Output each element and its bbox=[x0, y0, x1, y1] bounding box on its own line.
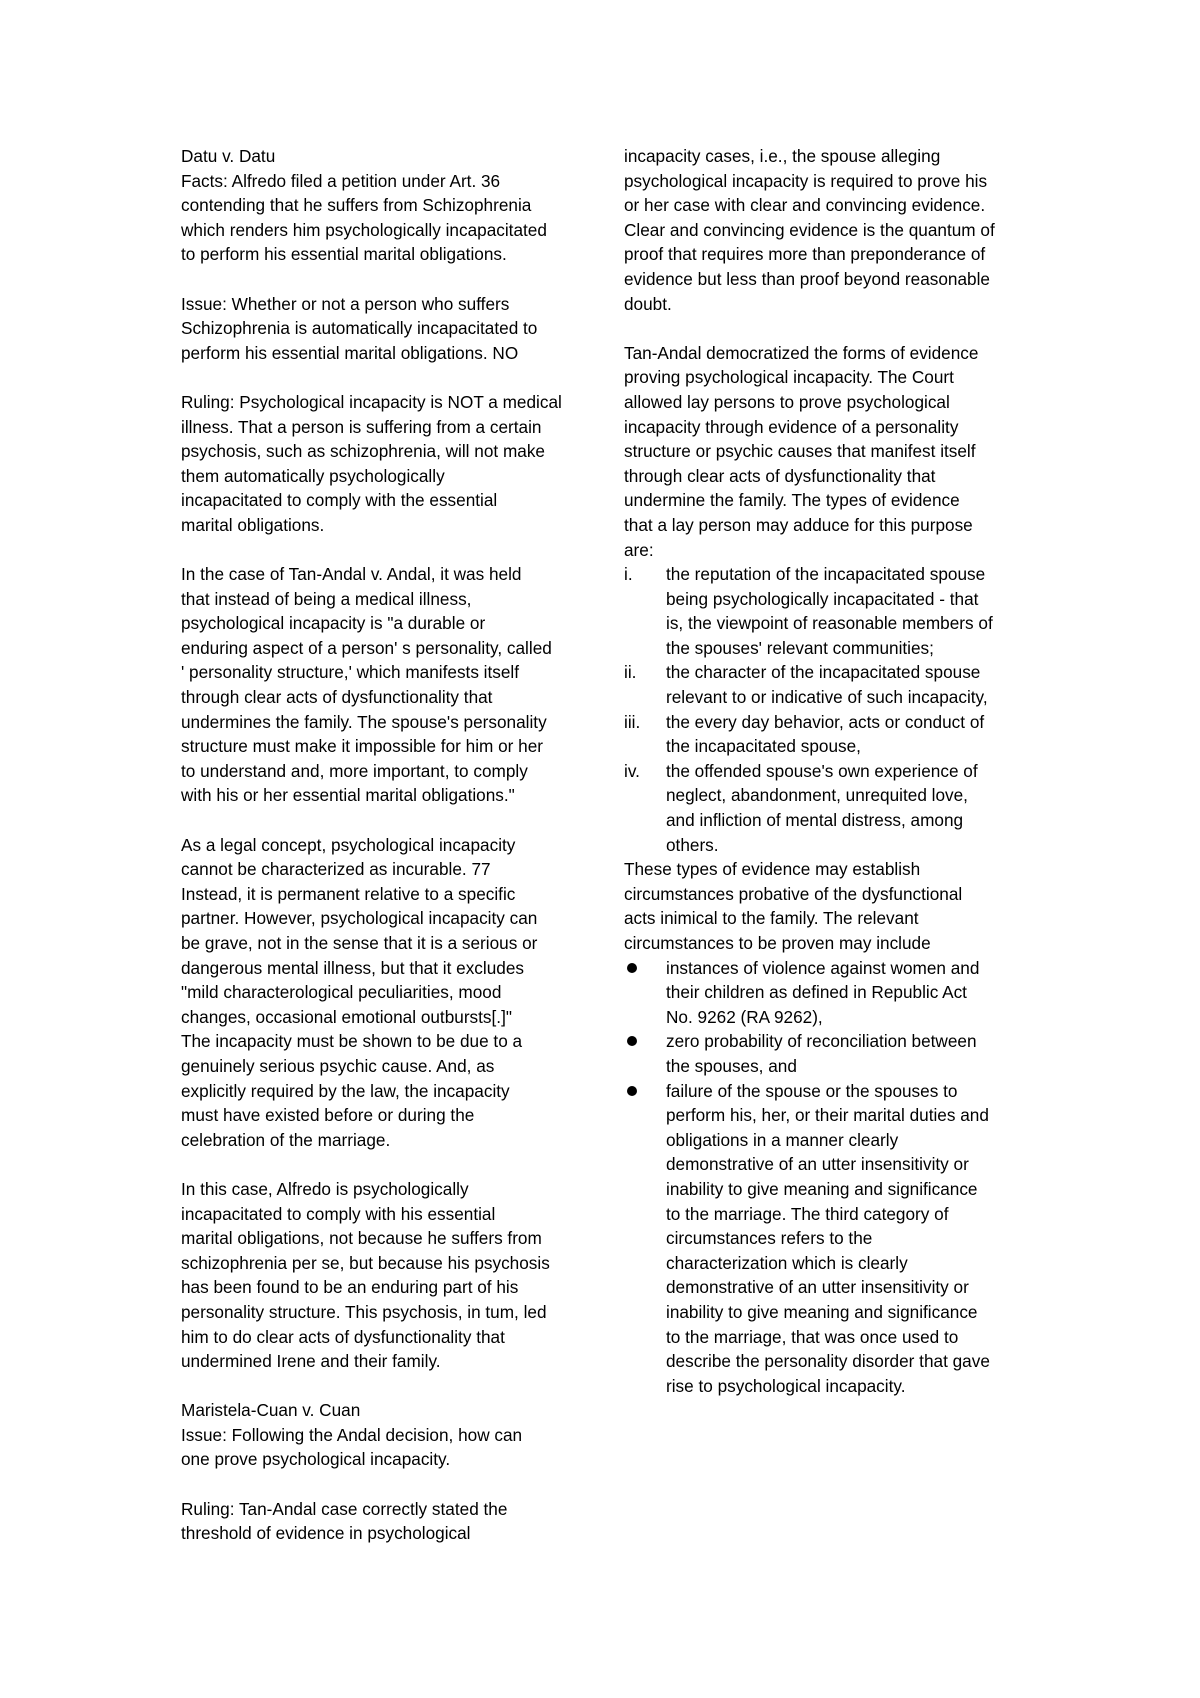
list-item-text bbox=[666, 710, 1032, 759]
text-line: Ruling: Tan-Andal case correctly stated the bbox=[181, 1498, 508, 1519]
text-line: that a lay person may adduce for this purpose bbox=[624, 514, 973, 535]
text-line: incapacity through evidence of a personality bbox=[624, 416, 959, 437]
text-line: through clear acts of dysfunctionality that bbox=[181, 687, 493, 708]
text-line: As a legal concept, psychological incapacity bbox=[181, 834, 516, 855]
paragraph bbox=[181, 562, 589, 808]
text-line: personality structure. This psychosis, in tum, led bbox=[181, 1301, 547, 1322]
text-line: the incapacitated spouse, bbox=[666, 736, 861, 757]
text-line: partner. However, psychological incapacity can bbox=[181, 908, 538, 929]
text-line: be grave, not in the sense that it is a serious or bbox=[181, 933, 538, 953]
list-item bbox=[624, 759, 1032, 857]
text-line: zero probability of reconciliation between bbox=[666, 1031, 977, 1052]
text-line: Maristela-Cuan v. Cuan bbox=[181, 1400, 361, 1421]
text-line: circumstances to be proven may include bbox=[624, 933, 931, 953]
numbered-list bbox=[624, 562, 1032, 857]
list-marker: iii. bbox=[624, 711, 641, 732]
text-line: psychological incapacity is "a durable or bbox=[181, 613, 486, 634]
text-line: relevant to or indicative of such incapacity, bbox=[666, 687, 988, 708]
text-line: cannot be characterized as incurable. 77 bbox=[181, 859, 491, 880]
left-column bbox=[181, 144, 589, 1570]
text-line: allowed lay persons to prove psychological bbox=[624, 391, 950, 412]
paragraph bbox=[624, 857, 1032, 955]
text-line: circumstances refers to the bbox=[666, 1228, 873, 1249]
text-line: undermines the family. The spouse's personality bbox=[181, 711, 547, 732]
paragraph bbox=[181, 144, 589, 267]
text-line: marital obligations. bbox=[181, 514, 325, 535]
bullet-icon bbox=[624, 1079, 666, 1399]
text-line: undermined Irene and their family. bbox=[181, 1351, 441, 1372]
text-line: that instead of being a medical illness, bbox=[181, 588, 472, 609]
text-line: schizophrenia per se, but because his psychosis bbox=[181, 1252, 550, 1273]
text-line: Issue: Following the Andal decision, how can bbox=[181, 1424, 523, 1445]
text-line: must have existed before or during the bbox=[181, 1105, 475, 1126]
text-line: proof that requires more than preponderance of bbox=[624, 244, 986, 265]
text-line: Instead, it is permanent relative to a specific bbox=[181, 883, 516, 904]
text-line: perform his, her, or their marital duties and bbox=[666, 1105, 989, 1126]
text-line: are: bbox=[624, 539, 654, 560]
text-line: Tan-Andal democratized the forms of evidence bbox=[624, 342, 979, 363]
text-line: psychological incapacity is required to prove his bbox=[624, 170, 988, 191]
text-line: one prove psychological incapacity. bbox=[181, 1449, 451, 1470]
text-line: celebration of the marriage. bbox=[181, 1129, 391, 1150]
paragraph bbox=[181, 1177, 589, 1374]
list-item-text bbox=[666, 1029, 1032, 1078]
text-line: Issue: Whether or not a person who suffers bbox=[181, 293, 510, 314]
text-line: dangerous mental illness, but that it excludes bbox=[181, 957, 524, 978]
text-line: to perform his essential marital obligations. bbox=[181, 244, 507, 265]
paragraph bbox=[181, 390, 589, 538]
list-marker: iv. bbox=[624, 760, 640, 781]
text-line: proving psychological incapacity. The Court bbox=[624, 367, 954, 388]
text-line: demonstrative of an utter insensitivity or bbox=[666, 1277, 969, 1298]
text-line: incapacitated to comply with his essential bbox=[181, 1203, 496, 1224]
paragraph bbox=[181, 1398, 589, 1472]
paragraph bbox=[181, 1497, 589, 1546]
text-line: to the marriage, that was once used to bbox=[666, 1326, 959, 1347]
list-item bbox=[624, 1079, 1032, 1399]
list-item-text bbox=[666, 562, 1032, 660]
list-item-text bbox=[666, 956, 1032, 1030]
list-item bbox=[624, 660, 1032, 709]
text-line: the every day behavior, acts or conduct of bbox=[666, 711, 985, 732]
paragraph bbox=[181, 292, 589, 366]
text-line: Clear and convincing evidence is the quantum of bbox=[624, 219, 995, 240]
text-line: incapacity cases, i.e., the spouse alleging bbox=[624, 146, 941, 166]
text-line: Datu v. Datu bbox=[181, 146, 276, 166]
text-line: has been found to be an enduring part of his bbox=[181, 1277, 519, 1298]
list-item-text bbox=[666, 759, 1032, 857]
text-line: neglect, abandonment, unrequited love, bbox=[666, 785, 968, 806]
text-line: and infliction of mental distress, among bbox=[666, 810, 964, 831]
text-line: characterization which is clearly bbox=[666, 1252, 908, 1273]
text-line: to understand and, more important, to comply bbox=[181, 760, 528, 781]
text-line: structure must make it impossible for him or her bbox=[181, 736, 544, 757]
text-line: the spouses, and bbox=[666, 1055, 797, 1076]
text-line: psychosis, such as schizophrenia, will not make bbox=[181, 441, 545, 462]
list-item-text bbox=[666, 1079, 1032, 1399]
text-line: the reputation of the incapacitated spouse bbox=[666, 564, 986, 585]
text-line: incapacitated to comply with the essential bbox=[181, 490, 498, 511]
text-line: others. bbox=[666, 834, 719, 855]
text-line: ' personality structure,' which manifests itself bbox=[181, 662, 520, 683]
text-line: failure of the spouse or the spouses to bbox=[666, 1080, 958, 1101]
text-line: demonstrative of an utter insensitivity or bbox=[666, 1154, 969, 1175]
text-line: inability to give meaning and significance bbox=[666, 1178, 978, 1199]
list-marker: ii. bbox=[624, 662, 637, 683]
text-line: the offended spouse's own experience of bbox=[666, 760, 978, 781]
text-line: instances of violence against women and bbox=[666, 957, 980, 978]
text-line: enduring aspect of a person' s personality, called bbox=[181, 637, 552, 658]
text-line: acts inimical to the family. The relevant bbox=[624, 908, 919, 929]
text-line: the spouses' relevant communities; bbox=[666, 637, 934, 658]
paragraph bbox=[624, 144, 1032, 316]
text-line: with his or her essential marital obligations." bbox=[181, 785, 515, 806]
bullet-list bbox=[624, 956, 1032, 1399]
text-line: being psychologically incapacitated - that bbox=[666, 588, 979, 609]
text-line: undermine the family. The types of evidence bbox=[624, 490, 960, 511]
paragraph bbox=[624, 341, 1032, 562]
text-line: to the marriage. The third category of bbox=[666, 1203, 949, 1224]
text-line: them automatically psychologically bbox=[181, 465, 445, 486]
text-line: the character of the incapacitated spouse bbox=[666, 662, 981, 683]
text-line: contending that he suffers from Schizophrenia bbox=[181, 195, 532, 216]
right-column bbox=[624, 144, 1032, 1398]
text-line: circumstances probative of the dysfunctional bbox=[624, 883, 963, 904]
text-line: or her case with clear and convincing evidence. bbox=[624, 195, 986, 216]
list-item bbox=[624, 956, 1032, 1030]
text-line: obligations in a manner clearly bbox=[666, 1129, 899, 1150]
text-line: through clear acts of dysfunctionality that bbox=[624, 465, 936, 486]
text-line: The incapacity must be shown to be due to a bbox=[181, 1031, 523, 1052]
text-line: Facts: Alfredo filed a petition under Art. 36 bbox=[181, 170, 501, 191]
text-line: No. 9262 (RA 9262), bbox=[666, 1006, 823, 1027]
text-line: changes, occasional emotional outbursts[.]" bbox=[181, 1006, 512, 1027]
text-line: In this case, Alfredo is psychologically bbox=[181, 1178, 469, 1199]
text-line: describe the personality disorder that gave bbox=[666, 1351, 990, 1372]
text-line: is, the viewpoint of reasonable members of bbox=[666, 613, 993, 634]
text-line: genuinely serious psychic cause. And, as bbox=[181, 1055, 495, 1076]
text-line: threshold of evidence in psychological bbox=[181, 1523, 471, 1544]
text-line: explicitly required by the law, the incapacity bbox=[181, 1080, 510, 1101]
text-line: rise to psychological incapacity. bbox=[666, 1375, 906, 1396]
text-line: which renders him psychologically incapacitated bbox=[181, 219, 547, 240]
text-line: "mild characterological peculiarities, mood bbox=[181, 982, 502, 1003]
text-line: structure or psychic causes that manifest itself bbox=[624, 441, 976, 462]
text-line: doubt. bbox=[624, 293, 672, 314]
list-item-text bbox=[666, 660, 1032, 709]
text-line: Ruling: Psychological incapacity is NOT a medical bbox=[181, 391, 562, 412]
list-item bbox=[624, 710, 1032, 759]
text-line: marital obligations, not because he suffers from bbox=[181, 1228, 542, 1249]
bullet-icon bbox=[624, 1029, 666, 1078]
text-line: him to do clear acts of dysfunctionality that bbox=[181, 1326, 505, 1347]
text-line: Schizophrenia is automatically incapacitated to bbox=[181, 318, 538, 339]
text-line: illness. That a person is suffering from a certain bbox=[181, 416, 542, 437]
paragraph bbox=[181, 833, 589, 1153]
list-item bbox=[624, 1029, 1032, 1078]
bullet-icon bbox=[624, 956, 666, 1030]
list-item bbox=[624, 562, 1032, 660]
text-line: These types of evidence may establish bbox=[624, 859, 921, 880]
list-marker: i. bbox=[624, 564, 633, 585]
text-line: their children as defined in Republic Act bbox=[666, 982, 967, 1003]
text-line: inability to give meaning and significance bbox=[666, 1301, 978, 1322]
text-line: evidence but less than proof beyond reasonable bbox=[624, 268, 990, 289]
text-line: In the case of Tan-Andal v. Andal, it was held bbox=[181, 564, 522, 585]
text-line: perform his essential marital obligations. NO bbox=[181, 342, 519, 363]
